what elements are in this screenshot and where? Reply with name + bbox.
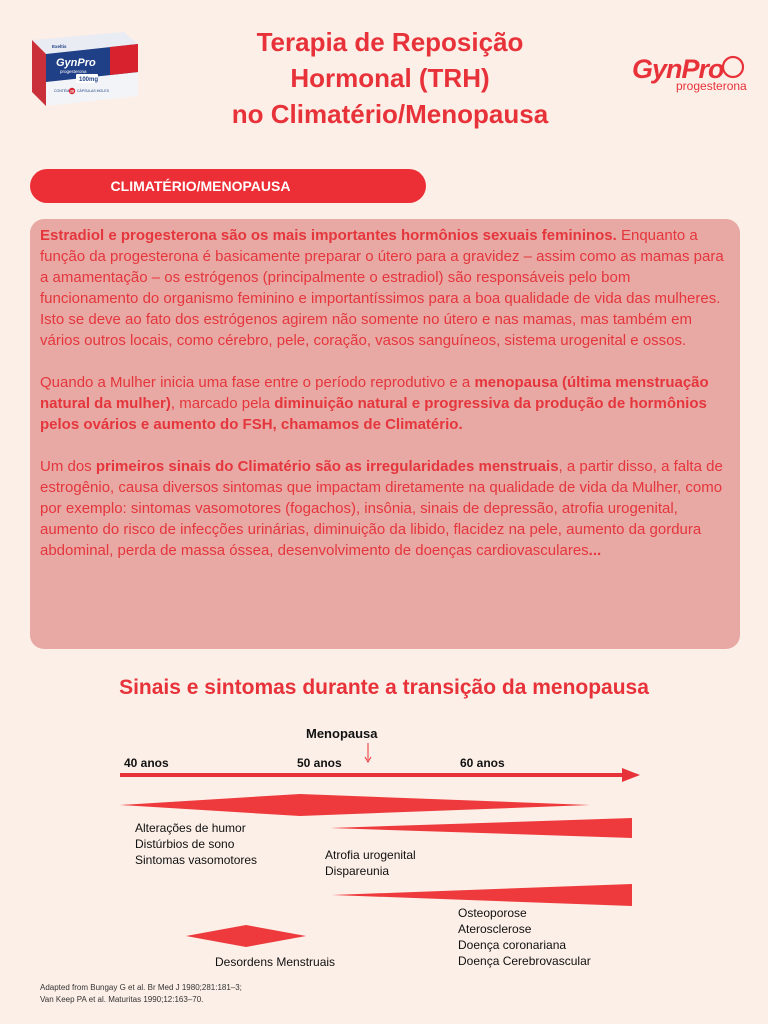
band1-label-2: Distúrbios de sono <box>135 837 235 851</box>
chart-title: Sinais e sintomas durante a transição da menopausa <box>119 676 649 699</box>
product-count-unit: CÁPSULAS MOLES <box>77 89 109 93</box>
title-line-3: no Climatério/Menopausa <box>231 99 549 129</box>
page-title <box>190 24 590 132</box>
title-line-1: Terapia de Reposição <box>256 27 524 57</box>
band-menstrual <box>186 925 306 947</box>
band-urogenital <box>330 818 632 838</box>
content-panel <box>30 219 740 649</box>
logo-tagline: progesterona <box>676 79 747 93</box>
timeline-axis <box>120 773 625 777</box>
logo-brand: GynPro <box>632 54 724 84</box>
product-brand: GynPro <box>56 57 96 69</box>
p1-bold: Estradiol e progesterona são os mais importantes hormônios sexuais femininos. <box>40 227 617 244</box>
band2-label-2: Dispareunia <box>325 864 390 878</box>
p3-d: ... <box>588 542 602 559</box>
product-dose: 100mg <box>79 77 99 83</box>
p3-b: primeiros sinais do Climatério são as irregularidades menstruais <box>95 458 559 475</box>
band3-label-2: Aterosclerose <box>458 922 532 936</box>
band3-label-4: Doença Cerebrovascular <box>458 954 591 968</box>
section-header <box>30 169 426 203</box>
menopause-label: Menopausa <box>306 726 378 741</box>
band1-label-3: Sintomas vasomotores <box>135 853 258 867</box>
p3-c: , a partir disso, a falta de estrogênio, causa diversos sintomas que impactam diretamente na qualidade de vida da Mulher, como por exemplo: sintomas vasomotores (fogachos), insônia, sinais de depressão, atrofia urogenital, aumento do risco de infecções urinárias, diminuição da libido, flacidez na pele, aumento da gordura abdominal, perda de massa óssea, desenvolvimento de doenças cardiovasculares <box>40 458 723 559</box>
product-count-label: CONTÉM <box>54 89 70 93</box>
p2-b: menopausa (última menstruação natural da mulher) <box>40 374 709 412</box>
timeline-arrowhead <box>622 768 640 782</box>
p1-text: Enquanto a função da progesterona é basicamente preparar o útero para a gravidez – assim como as mamas para a amamentação – os estrógenos (principalmente o estradiol) são responsáveis pelo bom funcionamento do organismo feminino e importantíssimos para a boa qualidade de vida das mulheres. Isto se deve ao fato dos estrógenos agirem não somente no útero e nas mamas, mas também em vários outros locais, como cérebro, pele, coração, vasos sanguíneos, sistema urogenital e ossos. <box>40 227 724 349</box>
symptom-timeline-chart <box>0 715 768 985</box>
p2-c: , marcado pela <box>170 395 275 412</box>
product-box-image <box>26 26 140 106</box>
paragraph-3 <box>40 456 730 561</box>
product-subtitle: progesterona <box>60 69 87 74</box>
tick-label-60: 60 anos <box>460 756 505 770</box>
band4-label-1: Desordens Menstruais <box>215 955 336 969</box>
band3-label-1: Osteoporose <box>458 906 527 920</box>
reference-2: Van Keep PA et al. Maturitas 1990;12:163–70. <box>40 995 204 1004</box>
reference-1: Adapted from Bungay G et al. Br Med J 1980;281:181–3; <box>40 983 242 992</box>
tick-label-40: 40 anos <box>124 756 169 770</box>
band-mood-sleep-vasomotor <box>120 794 590 816</box>
section-label: CLIMATÉRIO/MENOPAUSA <box>110 178 291 194</box>
band1-label-1: Alterações de humor <box>135 821 246 835</box>
p2-a: Quando a Mulher inicia uma fase entre o período reprodutivo e a <box>40 374 475 391</box>
paragraph-2 <box>40 372 730 435</box>
band-bone-cardio <box>332 884 632 906</box>
band2-label-1: Atrofia urogenital <box>325 848 416 862</box>
product-maker: Exeltis <box>52 44 67 49</box>
band3-label-3: Doença coronariana <box>458 938 567 952</box>
paragraph-1 <box>40 225 730 351</box>
tick-label-50: 50 anos <box>297 756 342 770</box>
p3-a: Um dos <box>40 458 96 475</box>
references <box>40 982 242 1006</box>
gynpro-logo <box>632 52 747 94</box>
product-count: 28 <box>70 89 74 94</box>
p2-d: diminuição natural e progressiva da produção de hormônios pelos ovários e aumento do FSH, chamamos de Climatério. <box>40 395 707 433</box>
title-line-2: Hormonal (TRH) <box>290 63 490 93</box>
